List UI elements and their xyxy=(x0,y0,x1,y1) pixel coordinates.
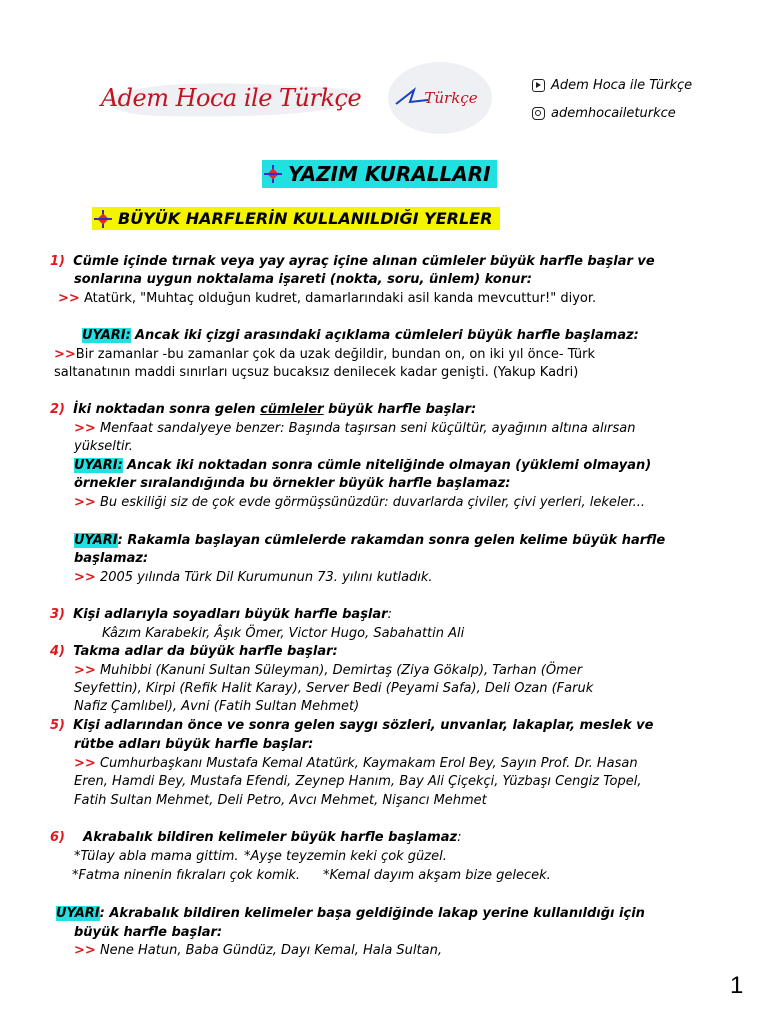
rule-2-warning-line-2: örnekler sıralandığında bu örnekler büyük harfle başlamaz: xyxy=(74,476,511,491)
rule-4-example-line-1: >> Muhibbi (Kanuni Sultan Süleyman), Demirtaş (Ziya Gökalp), Tarhan (Ömer xyxy=(74,663,583,678)
warning-1: UYARI: Ancak iki çizgi arasındaki açıklama cümleleri büyük harfle başlamaz: xyxy=(82,328,639,343)
rule-5-example-line-3: Fatih Sultan Mehmet, Deli Petro, Avcı Mehmet, Nişancı Mehmet xyxy=(74,793,487,808)
warning-3-line-1: UYARI: Akrabalık bildiren kelimeler başa geldiğinde lakap yerine kullanıldığı için xyxy=(56,906,645,921)
rule-1-line-2: sonlarına uygun noktalama işareti (nokta, soru, ünlem) konur: xyxy=(74,272,532,287)
rule-5-line-2: rütbe adları büyük harfle başlar: xyxy=(74,737,314,752)
rule-5-example-line-2: Eren, Hamdi Bey, Mustafa Efendi, Zeynep Hanım, Bay Ali Çiçekçi, Yüzbaşı Cengiz Topel, xyxy=(74,774,642,789)
star-bullet-icon xyxy=(264,165,282,183)
warning-label: UYARI xyxy=(74,533,118,548)
youtube-icon xyxy=(532,79,545,92)
warning-label: UYARI: xyxy=(74,458,123,473)
rule-6-example-2a: *Fatma ninenin fıkraları çok komik. xyxy=(72,868,300,883)
rule-2-warning-line-1: UYARI: Ancak iki noktadan sonra cümle niteliğinde olmayan (yüklemi olmayan) xyxy=(74,458,652,473)
youtube-channel-name: Adem Hoca ile Türkçe xyxy=(551,78,693,93)
instagram-link[interactable] xyxy=(532,106,676,121)
rule-4-example-line-3: Nafiz Çamlıbel), Avni (Fatih Sultan Mehmet) xyxy=(74,699,360,714)
rule-6: 6) Akrabalık bildiren kelimeler büyük harfle başlamaz: xyxy=(50,830,462,845)
brand-logo-text: Adem Hoca ile Türkçe xyxy=(100,84,362,112)
rule-1-example: >> Atatürk, "Muhtaç olduğun kudret, damarlarındaki asil kanda mevcuttur!" diyor. xyxy=(58,291,597,306)
rule-2-line-1: 2) İki noktadan sonra gelen cümleler büyük harfle başlar: xyxy=(50,402,477,417)
instagram-icon xyxy=(532,107,545,120)
warning-2-line-2: başlamaz: xyxy=(74,551,149,566)
warning-1-example-line-1: >>Bir zamanlar -bu zamanlar çok da uzak değildir, bundan on, on iki yıl önce- Türk xyxy=(54,347,596,362)
warning-label: UYARI: xyxy=(82,328,131,343)
rule-4-example-line-2: Seyfettin), Kirpi (Refik Halit Karay), Server Bedi (Peyami Safa), Deli Ozan (Faruk xyxy=(74,681,594,696)
rule-6-example-1a: *Tülay abla mama gittim. xyxy=(74,849,239,864)
warning-2-line-1: UYARI: Rakamla başlayan cümlelerde rakamdan sonra gelen kelime büyük harfle xyxy=(74,533,666,548)
rule-5-line-1: 5) Kişi adlarından önce ve sonra gelen saygı sözleri, unvanlar, lakaplar, meslek ve xyxy=(50,718,654,733)
warning-1-example-line-2: saltanatının maddi sınırları uçsuz bucaksız denilecek kadar genişti. (Yakup Kadri) xyxy=(54,365,579,380)
rule-3: 3) Kişi adlarıyla soyadları büyük harfle başlar: xyxy=(50,607,392,622)
rule-2-example-line-2: yükseltir. xyxy=(74,439,133,454)
page-title: YAZIM KURALLARI xyxy=(262,160,497,188)
rule-3-example: Kâzım Karabekir, Âşık Ömer, Victor Hugo, Sabahattin Ali xyxy=(102,626,465,641)
rule-1-line-1: 1) Cümle içinde tırnak veya yay ayraç içine alınan cümleler büyük harfle başlar ve xyxy=(50,254,655,269)
rule-4: 4) Takma adlar da büyük harfle başlar: xyxy=(50,644,338,659)
rule-2-example-line-1: >> Menfaat sandalyeye benzer: Başında taşırsan seni küçültür, ayağının altına alırsan xyxy=(74,421,636,436)
youtube-link[interactable] xyxy=(532,78,692,93)
turkce-logo-text: Türkçe xyxy=(424,89,478,107)
section-title: BÜYÜK HARFLERİN KULLANILDIĞI YERLER xyxy=(92,207,500,230)
rule-2-warning-example: >> Bu eskiliği siz de çok evde görmüşsünüzdür: duvarlarda çiviler, çivi yerleri, lekeler... xyxy=(74,495,646,510)
warning-2-example: >> 2005 yılında Türk Dil Kurumunun 73. yılını kutladık. xyxy=(74,570,433,585)
turkce-logo xyxy=(384,60,496,136)
instagram-handle: ademhocaileturkce xyxy=(551,106,676,121)
rule-6-example-1b: *Ayşe teyzemin keki çok güzel. xyxy=(244,849,447,864)
warning-3-line-2: büyük harfle başlar: xyxy=(74,925,223,940)
star-bullet-icon xyxy=(94,210,112,228)
rule-5-example-line-1: >> Cumhurbaşkanı Mustafa Kemal Atatürk, Kaymakam Erol Bey, Sayın Prof. Dr. Hasan xyxy=(74,756,638,771)
warning-3-example: >> Nene Hatun, Baba Gündüz, Dayı Kemal, Hala Sultan, xyxy=(74,943,442,958)
page-number: 1 xyxy=(730,972,744,999)
rule-6-example-2b: *Kemal dayım akşam bize gelecek. xyxy=(323,868,551,883)
brand-logo xyxy=(100,70,362,126)
warning-label: UYARI xyxy=(56,906,100,921)
